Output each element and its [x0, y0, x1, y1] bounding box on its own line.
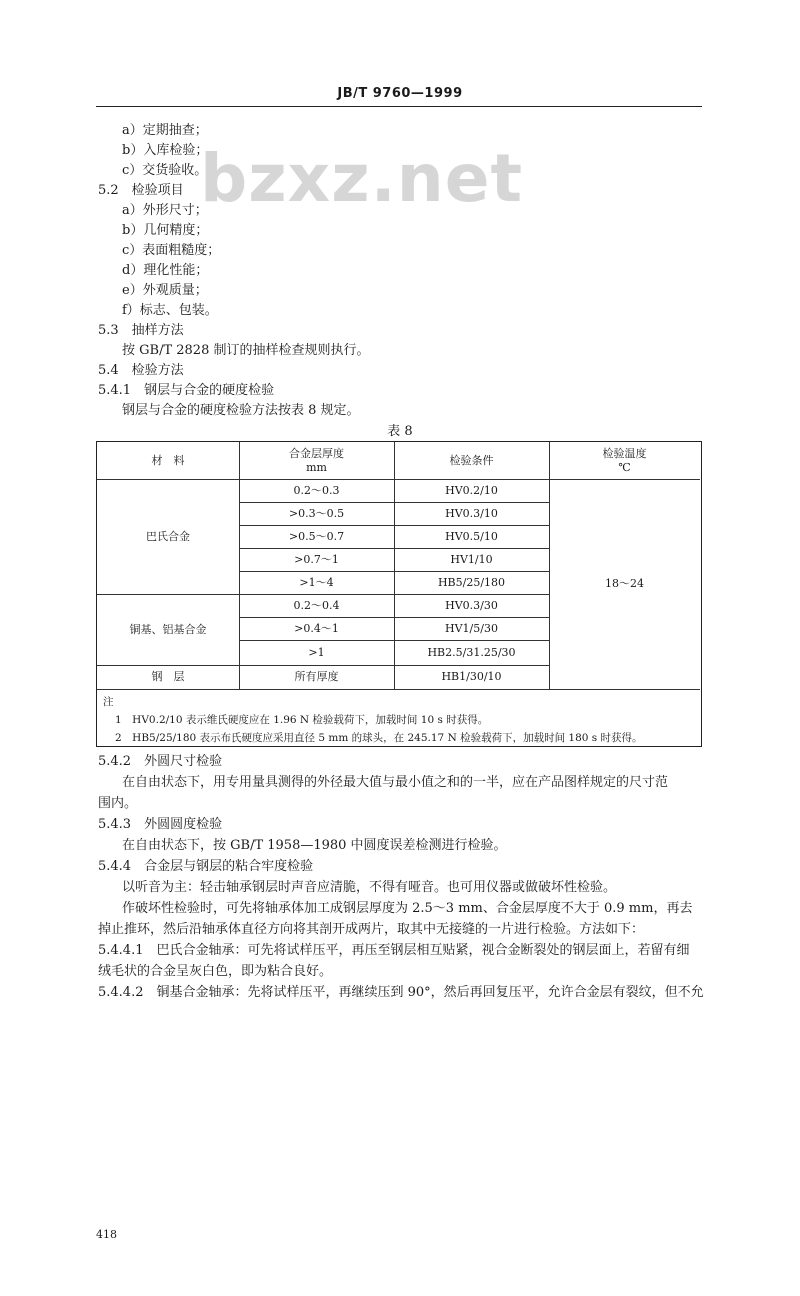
list-item: a）外形尺寸；: [122, 203, 208, 218]
paragraph-line: 作破坏性检验时，可先将轴承体加工成钢层厚度为 2.5～3 mm、合金层厚度不大于 0.9 mm，再去: [122, 901, 693, 916]
header-line: 合金层厚度: [289, 446, 344, 460]
table-header-temperature: [549, 442, 700, 479]
list-item: e）外观质量；: [122, 283, 208, 298]
table-8: [96, 441, 702, 747]
list-item: c）交货验收。: [122, 163, 208, 178]
table-cell-thickness: 所有厚度: [294, 670, 339, 683]
watermark: bzxz.net: [200, 140, 524, 217]
table-header-condition: 检验条件: [449, 453, 494, 467]
table-cell-thickness: >0.3～0.5: [288, 506, 345, 520]
table-cell-thickness: 0.2～0.4: [293, 598, 340, 612]
paragraph-line-5-4-4-2: 5.4.4.2 铜基合金轴承：先将试样压平，再继续压到 90°，然后再回复压平，允许合金层有裂纹，但不允: [98, 985, 704, 1000]
table-cell-thickness: >0.4～1: [294, 621, 339, 635]
section-heading-5-3: 5.3 抽样方法: [98, 323, 184, 338]
table-note: 1 HV0.2/10 表示维氏硬度应在 1.96 N 检验载荷下，加载时间 10 s 时获得。: [115, 714, 489, 726]
table-cell-condition: HV0.3/10: [445, 506, 498, 520]
table-notes-label: 注: [103, 696, 114, 708]
list-item: b）入库检验；: [122, 143, 209, 158]
list-item: d）理化性能；: [122, 263, 209, 278]
table-group-copper-aluminum: 铜基、铝基合金: [129, 622, 207, 636]
table-header-material: 材 料: [151, 453, 185, 467]
section-heading-5-4-1: 5.4.1 钢层与合金的硬度检验: [98, 383, 275, 398]
table-cell-condition: HB5/25/180: [437, 575, 506, 589]
table-cell-thickness: >1～4: [299, 575, 334, 589]
table-cell-thickness: >0.5～0.7: [288, 529, 345, 543]
list-item: b）几何精度；: [122, 223, 209, 238]
paragraph-line-5-4-4-1: 5.4.4.1 巴氏合金轴承：可先将试样压平，再压至钢层相互贴紧，视合金断裂处的钢层面上，若留有细: [98, 943, 690, 958]
table-caption: 表 8: [387, 424, 413, 439]
list-item: f）标志、包装。: [122, 303, 218, 318]
table-group-babbitt: 巴氏合金: [146, 529, 190, 543]
table-cell-thickness: 0.2～0.3: [293, 483, 340, 497]
table-cell-thickness: >1: [308, 645, 325, 659]
paragraph-line: 以听音为主：轻击轴承钢层时声音应清脆，不得有哑音。也可用仪器或做破坏性检验。: [122, 880, 617, 895]
section-heading-5-4-3: 5.4.3 外圆圆度检验: [98, 817, 223, 832]
table-cell-condition: HB1/30/10: [441, 670, 502, 683]
table-cell-condition: HV0.5/10: [445, 529, 498, 543]
paragraph-line: 在自由状态下，用专用量具测得的外径最大值与最小值之和的一半，应在产品图样规定的尺寸范: [122, 775, 669, 790]
row-divider: [97, 689, 700, 690]
table-header-thickness: [239, 442, 394, 479]
table-cell-condition: HV0.3/30: [445, 598, 498, 612]
section-heading-5-4-4: 5.4.4 合金层与钢层的粘合牢度检验: [98, 859, 314, 874]
header-line: 检验温度: [602, 446, 647, 460]
section-heading-5-4: 5.4 检验方法: [98, 363, 184, 378]
list-item: c）表面粗糙度；: [122, 243, 221, 258]
table-cell-condition: HB2.5/31.25/30: [427, 645, 516, 659]
header-rule: [96, 106, 702, 107]
table-note: 2 HB5/25/180 表示布氏硬度应采用直径 5 mm 的球头，在 245.17 N 检验载荷下，加载时间 180 s 时获得。: [115, 732, 643, 744]
table-group-steel: 钢 层: [151, 670, 185, 683]
list-item: a）定期抽查；: [122, 123, 208, 138]
document-header: JB/T 9760—1999: [337, 86, 463, 101]
table-cell-condition: HV0.2/10: [445, 483, 498, 497]
page-number: 418: [96, 1228, 117, 1241]
paragraph: 按 GB/T 2828 制订的抽样检查规则执行。: [122, 343, 370, 358]
table-cell-temperature: 18～24: [605, 577, 644, 590]
section-heading-5-2: 5.2 检验项目: [98, 183, 184, 198]
paragraph-line: 绒毛状的合金呈灰白色，即为粘合良好。: [98, 964, 333, 979]
header-line: ℃: [618, 460, 631, 474]
header-line: mm: [306, 460, 327, 474]
table-cell-condition: HV1/10: [450, 552, 493, 566]
paragraph: 在自由状态下，按 GB/T 1958—1980 中圆度误差检测进行检验。: [122, 838, 507, 853]
table-cell-condition: HV1/5/30: [445, 621, 498, 635]
paragraph-line: 围内。: [98, 796, 138, 811]
paragraph: 钢层与合金的硬度检验方法按表 8 规定。: [122, 403, 360, 418]
section-heading-5-4-2: 5.4.2 外圆尺寸检验: [98, 754, 223, 769]
table-cell-thickness: >0.7～1: [294, 552, 339, 566]
paragraph-line: 掉止推环，然后沿轴承体直径方向将其剖开成两片，取其中无接缝的一片进行检验。方法如下：: [98, 922, 645, 937]
